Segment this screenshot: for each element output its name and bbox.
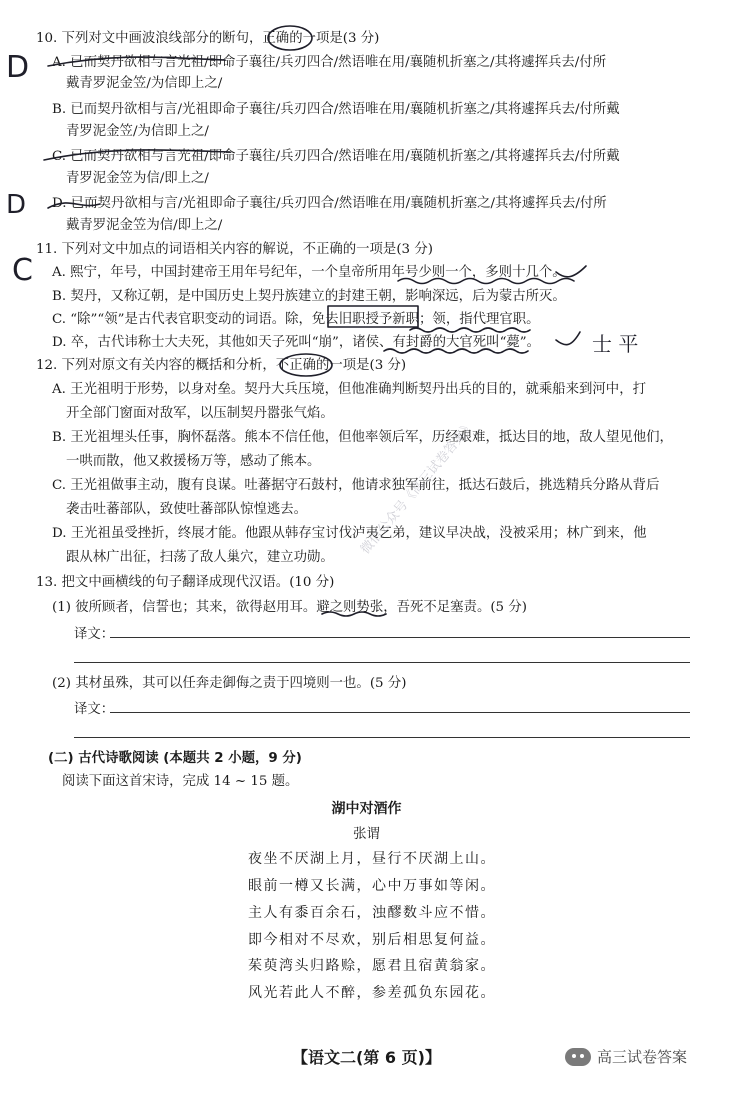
handwritten-note: 士 平 bbox=[592, 332, 639, 356]
q11-option-a: A. 熙宁，年号，中国封建帝王用年号纪年，一个皇帝所用年号少则一个，多则十几个。 bbox=[52, 265, 566, 280]
q11-option-b: B. 契丹，又称辽朝，是中国历史上契丹族建立的封建王朝，影响深远，后为蒙古所灭。 bbox=[52, 289, 566, 304]
publisher-name: 高三试卷答案 bbox=[597, 1048, 688, 1066]
q12-option-b-cont: 一哄而散，他又救援杨万等，感动了熊本。 bbox=[66, 454, 321, 469]
underline-mark bbox=[410, 328, 530, 332]
q10-option-d-cont: 戴青罗泥金笠为信/即上之/ bbox=[66, 218, 223, 233]
q12-option-b: B. 王光祖埋头任事，胸怀磊落。熊本不信任他，但他率领后军，历经艰难，抵达目的地，敌人望见他们， bbox=[52, 430, 673, 445]
q10-option-a-cont: 戴青罗泥金笠/为信即上之/ bbox=[66, 76, 223, 91]
watermark: 微信公众号《高三试卷答案》 bbox=[358, 418, 479, 558]
q12-option-c-cont: 袭击吐蕃部队，致使吐蕃部队惊惶逃去。 bbox=[66, 502, 308, 517]
q12-option-a-cont: 开全部门窗面对敌军，以压制契丹嚣张气焰。 bbox=[66, 406, 334, 421]
q13-answer-label-2: 译文： bbox=[74, 702, 115, 717]
poem-line: 眼前一樽又长满，心中万事如等闲。 bbox=[248, 878, 496, 894]
poem-line: 夜坐不厌湖上月，昼行不厌湖上山。 bbox=[248, 851, 496, 867]
q13-answer-label-1: 译文： bbox=[74, 627, 115, 642]
q10-option-c: C. 已而契丹欲相与言光祖/即命子襄往/兵刃四合/然语唯在用/襄随机折塞之/其将遽挥兵去/付所戴 bbox=[52, 149, 620, 164]
handwritten-mark: C bbox=[12, 253, 33, 288]
q13-stem: 13. 把文中画横线的句子翻译成现代汉语。(10 分) bbox=[36, 575, 335, 590]
q12-option-a: A. 王光祖明于形势，以身对垒。契丹大兵压境，但他准确判断契丹出兵的目的，就乘船来到河中，打 bbox=[52, 382, 646, 397]
answer-line[interactable] bbox=[74, 662, 690, 663]
q12-stem: 12. 下列对原文有关内容的概括和分析，不正确的一项是(3 分) bbox=[36, 358, 407, 373]
handwritten-mark: D bbox=[6, 50, 30, 85]
q10-option-a: A. 已而契丹欲相与言光祖/即命子襄往/兵刃四合/然语唯在用/襄随机折塞之/其将遽挥兵去/付所 bbox=[52, 55, 607, 70]
q10-option-b: B. 已而契丹欲相与言/光祖即命子襄往/兵刃四合/然语唯在用/襄随机折塞之/其将遽挥兵去/付所戴 bbox=[52, 102, 620, 117]
poem-line: 主人有黍百余石，浊醪数斗应不惜。 bbox=[248, 905, 496, 921]
poem-line: 茱萸湾头归路赊，愿君且宿黄翁家。 bbox=[248, 958, 496, 974]
q11-option-c: C. “除”“领”是古代表官职变动的词语。除，免去旧职授予新职；领，指代理官职。 bbox=[52, 312, 540, 327]
publisher-logo bbox=[565, 1046, 687, 1067]
q13-sentence-1: (1) 彼所顾者，信誓也；其来，欲得赵用耳。避之则势张，吾死不足塞责。(5 分) bbox=[52, 600, 527, 615]
answer-line[interactable] bbox=[74, 737, 690, 738]
q12-option-c: C. 王光祖做事主动，腹有良谋。吐蕃据守石鼓村，他请求独军前往，抵达石鼓后，挑选精兵分路从背后 bbox=[52, 478, 660, 493]
answer-line[interactable] bbox=[110, 637, 690, 638]
q10-option-b-cont: 青罗泥金笠/为信即上之/ bbox=[66, 124, 209, 139]
page-footer: 【语文二(第 6 页)】 bbox=[292, 1048, 441, 1067]
answer-line[interactable] bbox=[110, 712, 690, 713]
poem-author: 张谓 bbox=[353, 827, 380, 842]
q13-sentence-2: (2) 其材虽殊，其可以任奔走御侮之责于四境则一也。(5 分) bbox=[52, 676, 407, 691]
q10-option-d: D. 已而契丹欲相与言/光祖即命子襄往/兵刃四合/然语唯在用/襄随机折塞之/其将遽挥兵去/付所 bbox=[52, 196, 607, 211]
section-heading: (二) 古代诗歌阅读 (本题共 2 小题，9 分) bbox=[48, 751, 302, 766]
q10-option-c-cont: 青罗泥金笠为信/即上之/ bbox=[66, 171, 209, 186]
q12-option-d-cont: 跟从林广出征，扫荡了敌人巢穴，建立功勋。 bbox=[66, 550, 334, 565]
q12-option-d: D. 王光祖虽受挫折，终展才能。他跟从韩存宝讨伐泸夷乞弟，建议早决战，没被采用；林广到来，他 bbox=[52, 526, 647, 541]
q11-stem: 11. 下列对文中加点的词语相关内容的解说，不正确的一项是(3 分) bbox=[36, 242, 433, 257]
wechat-icon bbox=[565, 1048, 591, 1066]
q10-stem: 10. 下列对文中画波浪线部分的断句，正确的一项是(3 分) bbox=[36, 31, 380, 46]
section-intro: 阅读下面这首宋诗，完成 14 ~ 15 题。 bbox=[62, 774, 299, 789]
poem-line: 即今相对不尽欢，别后相思复何益。 bbox=[248, 932, 496, 948]
q11-option-d: D. 卒，古代讳称士大夫死，其他如天子死叫“崩”，诸侯、有封爵的大官死叫“薨”。 bbox=[52, 335, 541, 350]
poem-line: 风光若此人不醉，参差孤负东园花。 bbox=[248, 985, 496, 1001]
handwritten-mark: D bbox=[6, 190, 27, 220]
poem-title: 湖中对酒作 bbox=[331, 801, 402, 817]
check-mark bbox=[556, 332, 580, 345]
